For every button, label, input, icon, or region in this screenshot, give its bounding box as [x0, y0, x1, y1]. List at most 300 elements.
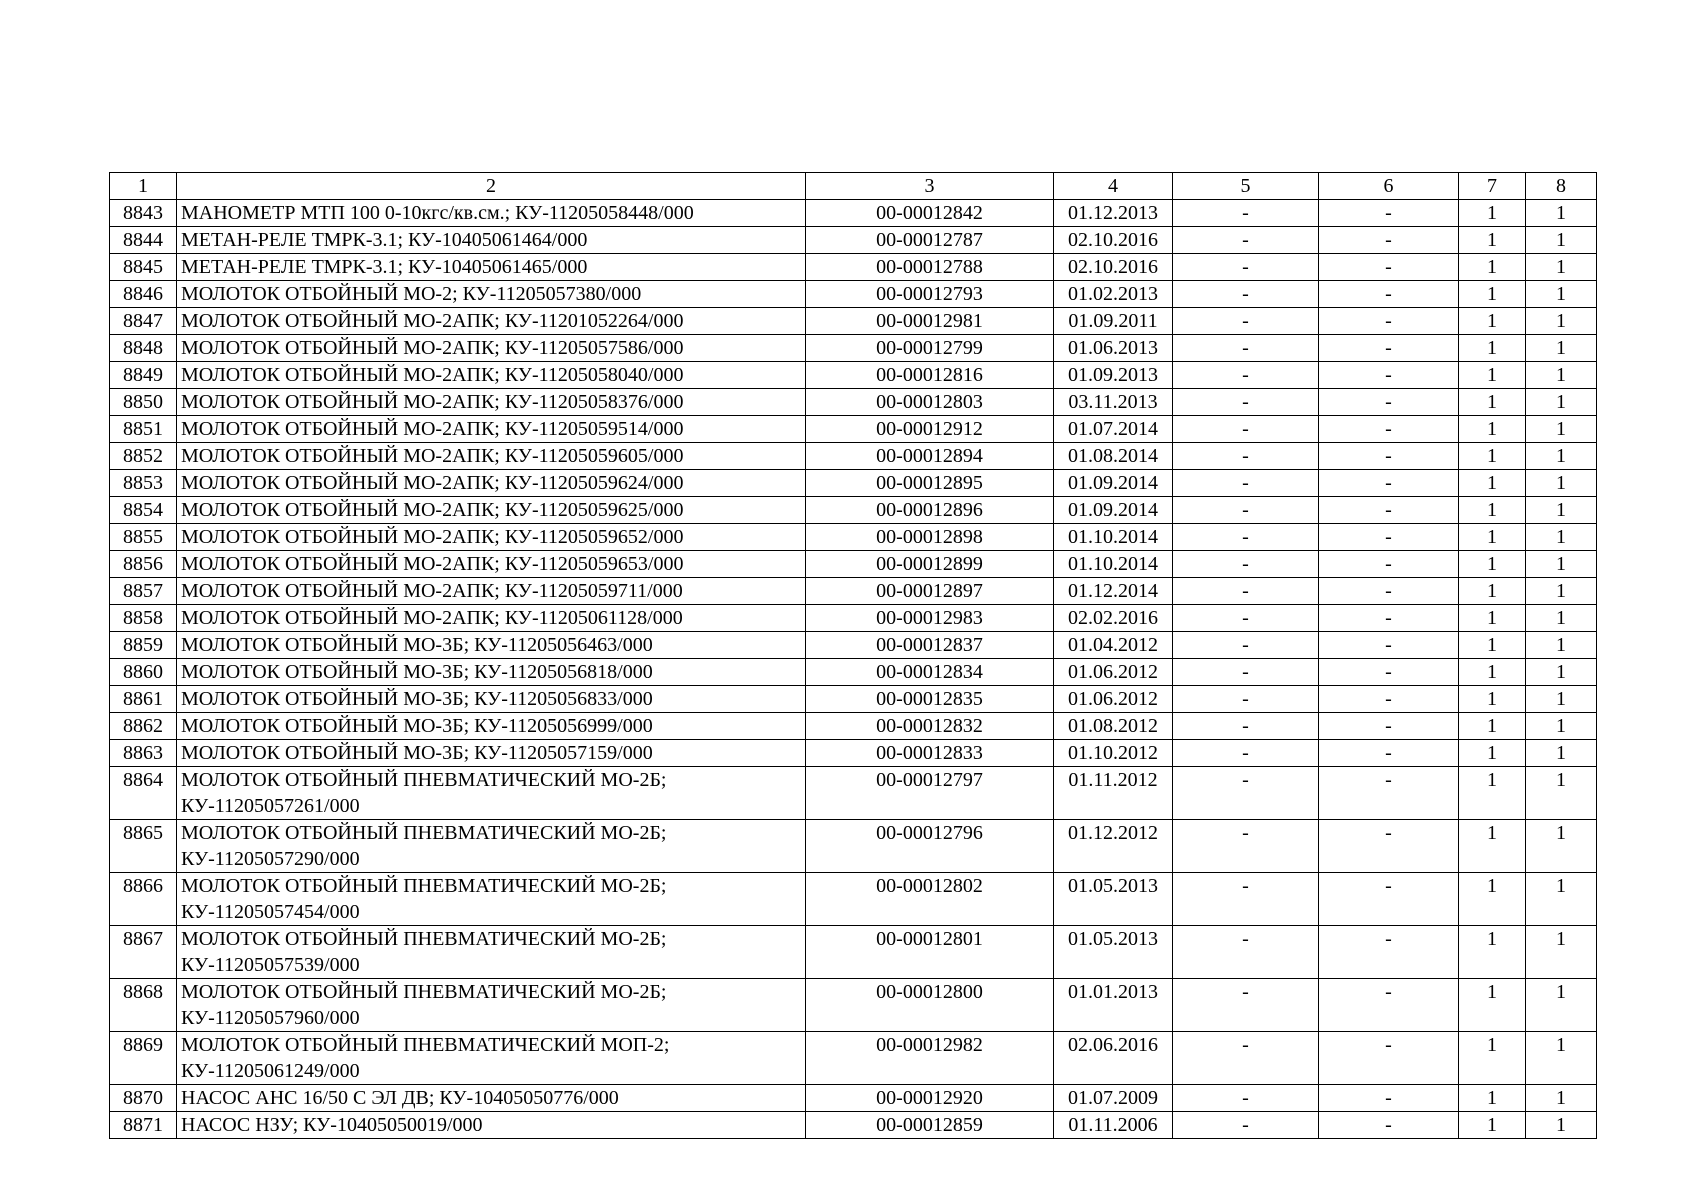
col6-value: - [1319, 1032, 1459, 1085]
col6-value: - [1319, 254, 1459, 281]
date: 01.09.2013 [1054, 362, 1173, 389]
col7-value: 1 [1459, 1032, 1526, 1085]
col8-value: 1 [1526, 497, 1597, 524]
item-name-line: КУ-11205057454/000 [181, 901, 360, 923]
inventory-code: 00-00012894 [806, 443, 1054, 470]
col6-value: - [1319, 443, 1459, 470]
col5-value: - [1173, 686, 1319, 713]
inventory-code: 00-00012787 [806, 227, 1054, 254]
item-name-line: МОЛОТОК ОТБОЙНЫЙ ПНЕВМАТИЧЕСКИЙ МО-2Б; [181, 822, 667, 844]
inventory-code: 00-00012983 [806, 605, 1054, 632]
item-name [177, 551, 806, 578]
col8-value: 1 [1526, 926, 1597, 979]
col5-value: - [1173, 497, 1319, 524]
col8-value: 1 [1526, 740, 1597, 767]
col8-value: 1 [1526, 416, 1597, 443]
col6-value: - [1319, 1085, 1459, 1112]
col5-value: - [1173, 389, 1319, 416]
item-name-line: НАСОС АНС 16/50 С ЭЛ ДВ; КУ-10405050776/000 [181, 1087, 619, 1109]
col-header-8: 8 [1526, 173, 1597, 200]
date: 01.06.2012 [1054, 659, 1173, 686]
col7-value: 1 [1459, 686, 1526, 713]
date: 01.08.2012 [1054, 713, 1173, 740]
item-name [177, 497, 806, 524]
table-row [110, 686, 1597, 713]
col5-value: - [1173, 873, 1319, 926]
col5-value: - [1173, 578, 1319, 605]
col5-value: - [1173, 200, 1319, 227]
inventory-code: 00-00012797 [806, 767, 1054, 820]
col7-value: 1 [1459, 605, 1526, 632]
col-header-6: 6 [1319, 173, 1459, 200]
col8-value: 1 [1526, 281, 1597, 308]
col5-value: - [1173, 605, 1319, 632]
col5-value: - [1173, 713, 1319, 740]
item-name [177, 281, 806, 308]
item-name [177, 254, 806, 281]
table-row [110, 524, 1597, 551]
col7-value: 1 [1459, 524, 1526, 551]
date: 01.10.2014 [1054, 551, 1173, 578]
item-name [177, 335, 806, 362]
col8-value: 1 [1526, 873, 1597, 926]
item-name-line: МОЛОТОК ОТБОЙНЫЙ МО-3Б; КУ-11205056818/000 [181, 661, 653, 683]
col8-value: 1 [1526, 524, 1597, 551]
date: 01.09.2014 [1054, 497, 1173, 524]
col6-value: - [1319, 281, 1459, 308]
date: 01.10.2012 [1054, 740, 1173, 767]
item-name-line: МОЛОТОК ОТБОЙНЫЙ МО-2АПК; КУ-11205059652/000 [181, 526, 684, 548]
col8-value: 1 [1526, 686, 1597, 713]
col8-value: 1 [1526, 578, 1597, 605]
col7-value: 1 [1459, 308, 1526, 335]
table-row [110, 1085, 1597, 1112]
table-row [110, 740, 1597, 767]
col6-value: - [1319, 686, 1459, 713]
row-number: 8851 [110, 416, 177, 443]
table-row [110, 1032, 1597, 1085]
col5-value: - [1173, 659, 1319, 686]
row-number: 8849 [110, 362, 177, 389]
col8-value: 1 [1526, 308, 1597, 335]
inventory-code: 00-00012895 [806, 470, 1054, 497]
row-number: 8846 [110, 281, 177, 308]
table-row [110, 1112, 1597, 1139]
inventory-code: 00-00012835 [806, 686, 1054, 713]
col8-value: 1 [1526, 389, 1597, 416]
item-name [177, 1032, 806, 1085]
item-name-line: НАСОС НЗУ; КУ-10405050019/000 [181, 1114, 483, 1136]
inventory-code: 00-00012832 [806, 713, 1054, 740]
col-header-2: 2 [177, 173, 806, 200]
date: 01.12.2014 [1054, 578, 1173, 605]
row-number: 8869 [110, 1032, 177, 1085]
table-row [110, 443, 1597, 470]
col7-value: 1 [1459, 979, 1526, 1032]
col5-value: - [1173, 416, 1319, 443]
col7-value: 1 [1459, 470, 1526, 497]
col6-value: - [1319, 713, 1459, 740]
row-number: 8866 [110, 873, 177, 926]
col7-value: 1 [1459, 767, 1526, 820]
row-number: 8844 [110, 227, 177, 254]
item-name [177, 227, 806, 254]
col6-value: - [1319, 362, 1459, 389]
row-number: 8848 [110, 335, 177, 362]
item-name [177, 686, 806, 713]
table-row [110, 470, 1597, 497]
col8-value: 1 [1526, 254, 1597, 281]
col-header-5: 5 [1173, 173, 1319, 200]
row-number: 8852 [110, 443, 177, 470]
inventory-code: 00-00012981 [806, 308, 1054, 335]
col5-value: - [1173, 767, 1319, 820]
date: 01.08.2014 [1054, 443, 1173, 470]
date: 01.07.2009 [1054, 1085, 1173, 1112]
inventory-code: 00-00012834 [806, 659, 1054, 686]
col7-value: 1 [1459, 1112, 1526, 1139]
date: 01.06.2012 [1054, 686, 1173, 713]
col7-value: 1 [1459, 578, 1526, 605]
item-name-line: МОЛОТОК ОТБОЙНЫЙ ПНЕВМАТИЧЕСКИЙ МО-2Б; [181, 769, 667, 791]
row-number: 8862 [110, 713, 177, 740]
col5-value: - [1173, 443, 1319, 470]
table-row [110, 497, 1597, 524]
table-row [110, 632, 1597, 659]
col5-value: - [1173, 524, 1319, 551]
col8-value: 1 [1526, 227, 1597, 254]
date: 01.02.2013 [1054, 281, 1173, 308]
date: 01.10.2014 [1054, 524, 1173, 551]
row-number: 8855 [110, 524, 177, 551]
col6-value: - [1319, 308, 1459, 335]
col7-value: 1 [1459, 497, 1526, 524]
table-row [110, 389, 1597, 416]
col7-value: 1 [1459, 873, 1526, 926]
col7-value: 1 [1459, 740, 1526, 767]
column-number-row [110, 173, 1597, 200]
table-row [110, 308, 1597, 335]
col8-value: 1 [1526, 605, 1597, 632]
item-name [177, 389, 806, 416]
row-number: 8860 [110, 659, 177, 686]
row-number: 8854 [110, 497, 177, 524]
date: 02.02.2016 [1054, 605, 1173, 632]
item-name-line: МОЛОТОК ОТБОЙНЫЙ МО-2АПК; КУ-11205061128/000 [181, 607, 683, 629]
table-row [110, 820, 1597, 873]
inventory-code: 00-00012837 [806, 632, 1054, 659]
item-name-line: КУ-11205057261/000 [181, 795, 360, 817]
col6-value: - [1319, 767, 1459, 820]
date: 01.06.2013 [1054, 335, 1173, 362]
col6-value: - [1319, 605, 1459, 632]
date: 02.10.2016 [1054, 254, 1173, 281]
item-name-line: МОЛОТОК ОТБОЙНЫЙ МО-2АПК; КУ-11205059605/000 [181, 445, 684, 467]
col7-value: 1 [1459, 820, 1526, 873]
inventory-code: 00-00012800 [806, 979, 1054, 1032]
row-number: 8863 [110, 740, 177, 767]
item-name [177, 740, 806, 767]
inventory-code: 00-00012788 [806, 254, 1054, 281]
col7-value: 1 [1459, 200, 1526, 227]
col5-value: - [1173, 308, 1319, 335]
item-name [177, 820, 806, 873]
col7-value: 1 [1459, 335, 1526, 362]
col5-value: - [1173, 281, 1319, 308]
table-row [110, 227, 1597, 254]
col5-value: - [1173, 1112, 1319, 1139]
inventory-code: 00-00012859 [806, 1112, 1054, 1139]
col8-value: 1 [1526, 820, 1597, 873]
col5-value: - [1173, 1085, 1319, 1112]
date: 01.11.2012 [1054, 767, 1173, 820]
item-name-line: МОЛОТОК ОТБОЙНЫЙ МО-3Б; КУ-11205056833/000 [181, 688, 653, 710]
item-name-line: МОЛОТОК ОТБОЙНЫЙ МО-2АПК; КУ-11201052264/000 [181, 310, 684, 332]
item-name [177, 605, 806, 632]
date: 01.12.2012 [1054, 820, 1173, 873]
item-name-line: МОЛОТОК ОТБОЙНЫЙ МО-3Б; КУ-11205056463/000 [181, 634, 653, 656]
item-name [177, 524, 806, 551]
col6-value: - [1319, 200, 1459, 227]
col7-value: 1 [1459, 227, 1526, 254]
col8-value: 1 [1526, 767, 1597, 820]
item-name [177, 308, 806, 335]
item-name-line: МОЛОТОК ОТБОЙНЫЙ МО-2АПК; КУ-11205057586/000 [181, 337, 684, 359]
row-number: 8871 [110, 1112, 177, 1139]
col7-value: 1 [1459, 416, 1526, 443]
col6-value: - [1319, 416, 1459, 443]
inventory-code: 00-00012897 [806, 578, 1054, 605]
inventory-code: 00-00012982 [806, 1032, 1054, 1085]
table-row [110, 254, 1597, 281]
table-row [110, 605, 1597, 632]
item-name-line: МЕТАН-РЕЛЕ ТМРК-3.1; КУ-10405061464/000 [181, 229, 588, 251]
col7-value: 1 [1459, 926, 1526, 979]
col-header-1: 1 [110, 173, 177, 200]
item-name-line: МОЛОТОК ОТБОЙНЫЙ МО-2АПК; КУ-11205059514/000 [181, 418, 684, 440]
date: 01.05.2013 [1054, 873, 1173, 926]
col5-value: - [1173, 227, 1319, 254]
col8-value: 1 [1526, 713, 1597, 740]
table-row [110, 200, 1597, 227]
col6-value: - [1319, 820, 1459, 873]
table-row [110, 362, 1597, 389]
col-header-7: 7 [1459, 173, 1526, 200]
col5-value: - [1173, 740, 1319, 767]
item-name [177, 926, 806, 979]
col6-value: - [1319, 389, 1459, 416]
inventory-code: 00-00012802 [806, 873, 1054, 926]
col5-value: - [1173, 1032, 1319, 1085]
col5-value: - [1173, 979, 1319, 1032]
item-name-line: КУ-11205057290/000 [181, 848, 360, 870]
col8-value: 1 [1526, 443, 1597, 470]
table-row [110, 873, 1597, 926]
table-row [110, 926, 1597, 979]
inventory-code: 00-00012912 [806, 416, 1054, 443]
table-row [110, 551, 1597, 578]
item-name [177, 767, 806, 820]
inventory-code: 00-00012899 [806, 551, 1054, 578]
col8-value: 1 [1526, 979, 1597, 1032]
item-name-line: МОЛОТОК ОТБОЙНЫЙ МО-2АПК; КУ-11205058376/000 [181, 391, 684, 413]
col6-value: - [1319, 740, 1459, 767]
date: 01.01.2013 [1054, 979, 1173, 1032]
date: 02.10.2016 [1054, 227, 1173, 254]
col6-value: - [1319, 470, 1459, 497]
inventory-sheet [109, 172, 1596, 1139]
col-header-3: 3 [806, 173, 1054, 200]
col8-value: 1 [1526, 362, 1597, 389]
col7-value: 1 [1459, 659, 1526, 686]
item-name-line: МАНОМЕТР МТП 100 0-10кгс/кв.см.; КУ-11205058448/000 [181, 202, 694, 224]
col7-value: 1 [1459, 1085, 1526, 1112]
row-number: 8843 [110, 200, 177, 227]
inventory-code: 00-00012796 [806, 820, 1054, 873]
col8-value: 1 [1526, 335, 1597, 362]
row-number: 8858 [110, 605, 177, 632]
item-name [177, 1085, 806, 1112]
col6-value: - [1319, 632, 1459, 659]
row-number: 8850 [110, 389, 177, 416]
col7-value: 1 [1459, 362, 1526, 389]
col6-value: - [1319, 227, 1459, 254]
col6-value: - [1319, 926, 1459, 979]
table-row [110, 335, 1597, 362]
inventory-code: 00-00012793 [806, 281, 1054, 308]
inventory-rows [110, 200, 1597, 1139]
date: 01.05.2013 [1054, 926, 1173, 979]
col8-value: 1 [1526, 551, 1597, 578]
row-number: 8861 [110, 686, 177, 713]
inventory-code: 00-00012920 [806, 1085, 1054, 1112]
item-name [177, 632, 806, 659]
date: 01.09.2011 [1054, 308, 1173, 335]
row-number: 8864 [110, 767, 177, 820]
col7-value: 1 [1459, 254, 1526, 281]
row-number: 8868 [110, 979, 177, 1032]
table-row [110, 281, 1597, 308]
col5-value: - [1173, 470, 1319, 497]
item-name-line: МОЛОТОК ОТБОЙНЫЙ МО-2АПК; КУ-11205059711/000 [181, 580, 683, 602]
item-name-line: КУ-11205061249/000 [181, 1060, 360, 1082]
inventory-code: 00-00012833 [806, 740, 1054, 767]
col5-value: - [1173, 362, 1319, 389]
col8-value: 1 [1526, 200, 1597, 227]
col8-value: 1 [1526, 470, 1597, 497]
inventory-code: 00-00012799 [806, 335, 1054, 362]
col-header-4: 4 [1054, 173, 1173, 200]
date: 01.09.2014 [1054, 470, 1173, 497]
col8-value: 1 [1526, 659, 1597, 686]
col6-value: - [1319, 659, 1459, 686]
item-name [177, 979, 806, 1032]
item-name [177, 578, 806, 605]
item-name-line: МОЛОТОК ОТБОЙНЫЙ ПНЕВМАТИЧЕСКИЙ МОП-2; [181, 1034, 670, 1056]
date: 01.04.2012 [1054, 632, 1173, 659]
col7-value: 1 [1459, 443, 1526, 470]
inventory-code: 00-00012816 [806, 362, 1054, 389]
item-name [177, 873, 806, 926]
item-name-line: МОЛОТОК ОТБОЙНЫЙ ПНЕВМАТИЧЕСКИЙ МО-2Б; [181, 875, 667, 897]
inventory-code: 00-00012803 [806, 389, 1054, 416]
row-number: 8867 [110, 926, 177, 979]
date: 01.11.2006 [1054, 1112, 1173, 1139]
col6-value: - [1319, 335, 1459, 362]
date: 01.07.2014 [1054, 416, 1173, 443]
row-number: 8870 [110, 1085, 177, 1112]
inventory-code: 00-00012898 [806, 524, 1054, 551]
row-number: 8847 [110, 308, 177, 335]
row-number: 8853 [110, 470, 177, 497]
item-name-line: МОЛОТОК ОТБОЙНЫЙ МО-2АПК; КУ-11205059653/000 [181, 553, 684, 575]
col7-value: 1 [1459, 389, 1526, 416]
col6-value: - [1319, 578, 1459, 605]
inventory-table [109, 172, 1597, 1139]
col6-value: - [1319, 551, 1459, 578]
col6-value: - [1319, 873, 1459, 926]
item-name-line: МОЛОТОК ОТБОЙНЫЙ МО-2АПК; КУ-11205059625/000 [181, 499, 684, 521]
col5-value: - [1173, 335, 1319, 362]
item-name [177, 443, 806, 470]
col5-value: - [1173, 632, 1319, 659]
col7-value: 1 [1459, 713, 1526, 740]
item-name-line: МОЛОТОК ОТБОЙНЫЙ МО-2; КУ-11205057380/000 [181, 283, 642, 305]
item-name-line: МОЛОТОК ОТБОЙНЫЙ ПНЕВМАТИЧЕСКИЙ МО-2Б; [181, 981, 667, 1003]
col7-value: 1 [1459, 632, 1526, 659]
table-row [110, 416, 1597, 443]
col6-value: - [1319, 1112, 1459, 1139]
col5-value: - [1173, 551, 1319, 578]
item-name [177, 659, 806, 686]
date: 01.12.2013 [1054, 200, 1173, 227]
item-name [177, 200, 806, 227]
col5-value: - [1173, 820, 1319, 873]
col6-value: - [1319, 497, 1459, 524]
col6-value: - [1319, 524, 1459, 551]
item-name [177, 362, 806, 389]
inventory-code: 00-00012801 [806, 926, 1054, 979]
col5-value: - [1173, 254, 1319, 281]
row-number: 8859 [110, 632, 177, 659]
item-name [177, 713, 806, 740]
item-name-line: МОЛОТОК ОТБОЙНЫЙ МО-3Б; КУ-11205057159/000 [181, 742, 653, 764]
item-name-line: МОЛОТОК ОТБОЙНЫЙ МО-2АПК; КУ-11205058040/000 [181, 364, 684, 386]
item-name-line: МОЛОТОК ОТБОЙНЫЙ МО-2АПК; КУ-11205059624/000 [181, 472, 684, 494]
item-name-line: МОЛОТОК ОТБОЙНЫЙ ПНЕВМАТИЧЕСКИЙ МО-2Б; [181, 928, 667, 950]
col8-value: 1 [1526, 632, 1597, 659]
table-row [110, 767, 1597, 820]
inventory-code: 00-00012842 [806, 200, 1054, 227]
table-row [110, 578, 1597, 605]
item-name-line: МЕТАН-РЕЛЕ ТМРК-3.1; КУ-10405061465/000 [181, 256, 588, 278]
col7-value: 1 [1459, 281, 1526, 308]
item-name [177, 416, 806, 443]
table-row [110, 659, 1597, 686]
row-number: 8856 [110, 551, 177, 578]
col8-value: 1 [1526, 1085, 1597, 1112]
date: 02.06.2016 [1054, 1032, 1173, 1085]
item-name [177, 470, 806, 497]
col8-value: 1 [1526, 1112, 1597, 1139]
row-number: 8865 [110, 820, 177, 873]
table-row [110, 713, 1597, 740]
row-number: 8845 [110, 254, 177, 281]
item-name-line: КУ-11205057539/000 [181, 954, 360, 976]
date: 03.11.2013 [1054, 389, 1173, 416]
item-name [177, 1112, 806, 1139]
col5-value: - [1173, 926, 1319, 979]
